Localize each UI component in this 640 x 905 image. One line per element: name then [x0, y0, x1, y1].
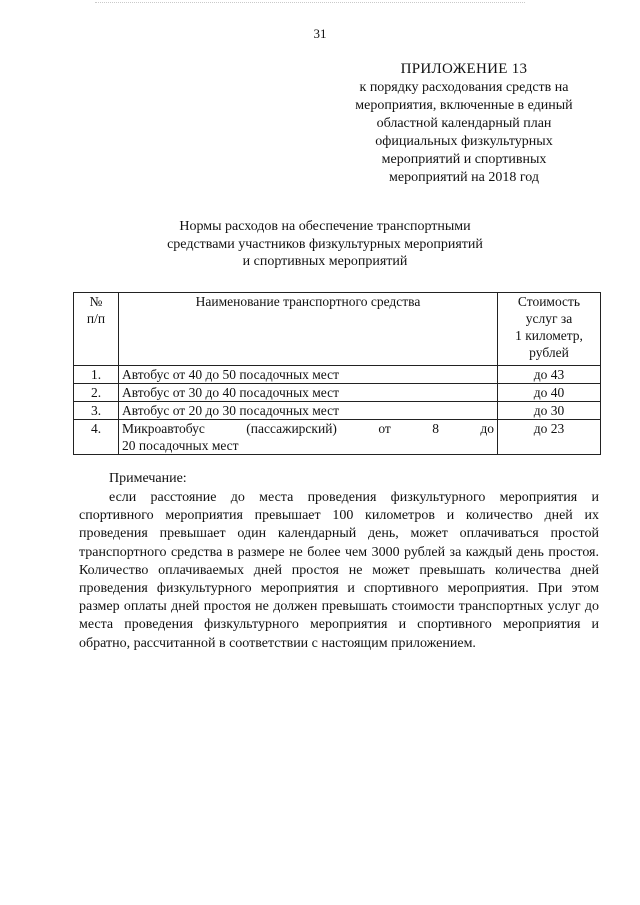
- heading-line: и спортивных мероприятий: [242, 254, 408, 269]
- appendix-line: мероприятий и спортивных: [381, 152, 547, 167]
- table-header-row: [74, 293, 601, 366]
- vehicle-word: от: [378, 421, 391, 436]
- page-number: 31: [313, 26, 327, 41]
- header-cost-line: 1 километр,: [515, 328, 583, 343]
- header-number-line: №: [89, 294, 103, 309]
- header-cost-line: Стоимость: [517, 294, 581, 309]
- header-cost-line: рублей: [529, 345, 569, 360]
- row-cost: до 23: [498, 420, 601, 455]
- row-cost: до 43: [498, 366, 601, 384]
- row-cost: до 30: [498, 402, 601, 420]
- row-number: 1.: [74, 366, 119, 384]
- heading-line: средствами участников физкультурных мероприятий: [167, 236, 483, 252]
- appendix-title: ПРИЛОЖЕНИЕ 13: [400, 61, 528, 77]
- vehicle-word: до: [480, 421, 494, 436]
- appendix-line: областной календарный план: [376, 116, 552, 131]
- table-row: [74, 384, 601, 402]
- heading-line: Нормы расходов на обеспечение транспортными: [179, 219, 471, 234]
- row-vehicle: Автобус от 20 до 30 посадочных мест: [119, 402, 498, 420]
- appendix-line: к порядку расходования средств на: [359, 80, 569, 95]
- header-number: [74, 293, 119, 366]
- header-vehicle-name: Наименование транспортного средства: [119, 293, 498, 366]
- appendix-line: официальных физкультурных: [375, 134, 553, 149]
- header-number-line: п/п: [86, 311, 106, 326]
- header-cost: [498, 293, 601, 366]
- row-cost: до 40: [498, 384, 601, 402]
- row-number: 2.: [74, 384, 119, 402]
- appendix-line: мероприятий на 2018 год: [389, 170, 539, 185]
- note-title: Примечание:: [109, 471, 187, 486]
- row-vehicle-line: [122, 420, 494, 437]
- vehicle-word: (пассажирский): [246, 421, 337, 436]
- row-vehicle: Автобус от 30 до 40 посадочных мест: [119, 384, 498, 402]
- header-cost-line: услуг за: [525, 311, 573, 326]
- row-vehicle: Автобус от 40 до 50 посадочных мест: [119, 366, 498, 384]
- row-number: 4.: [74, 420, 119, 455]
- table-row: [74, 402, 601, 420]
- vehicle-word: 8: [432, 421, 439, 436]
- table-row: [74, 420, 601, 455]
- vehicle-word: Микроавтобус: [122, 421, 205, 436]
- transport-norms-table: [73, 292, 601, 455]
- row-vehicle: [119, 420, 498, 455]
- document-heading: [130, 218, 520, 271]
- row-vehicle-line: 20 посадочных мест: [122, 438, 239, 453]
- scan-noise: [95, 2, 525, 9]
- table-row: [74, 366, 601, 384]
- row-number: 3.: [74, 402, 119, 420]
- appendix-block: [318, 60, 610, 187]
- appendix-line: мероприятия, включенные в единый: [355, 98, 573, 113]
- note-body: если расстояние до места проведения физкультурного мероприятия и спортивного мероприятия превышает 100 километров и количество дней их проведения превышает один календарный день, может оплачиваться простой транспортного средства в размере не более чем 3000 рублей за каждый день простоя. Количество оплачиваемых дней простоя не может превышать количества дней проведения физкультурного мероприятия и спортивного мероприятия. При этом размер оплаты дней простоя не должен превышать стоимости транспортных услуг до места проведения физкультурного мероприятия и спортивного мероприятия и обратно, рассчитанной в соответствии с настоящим приложением.: [79, 490, 599, 651]
